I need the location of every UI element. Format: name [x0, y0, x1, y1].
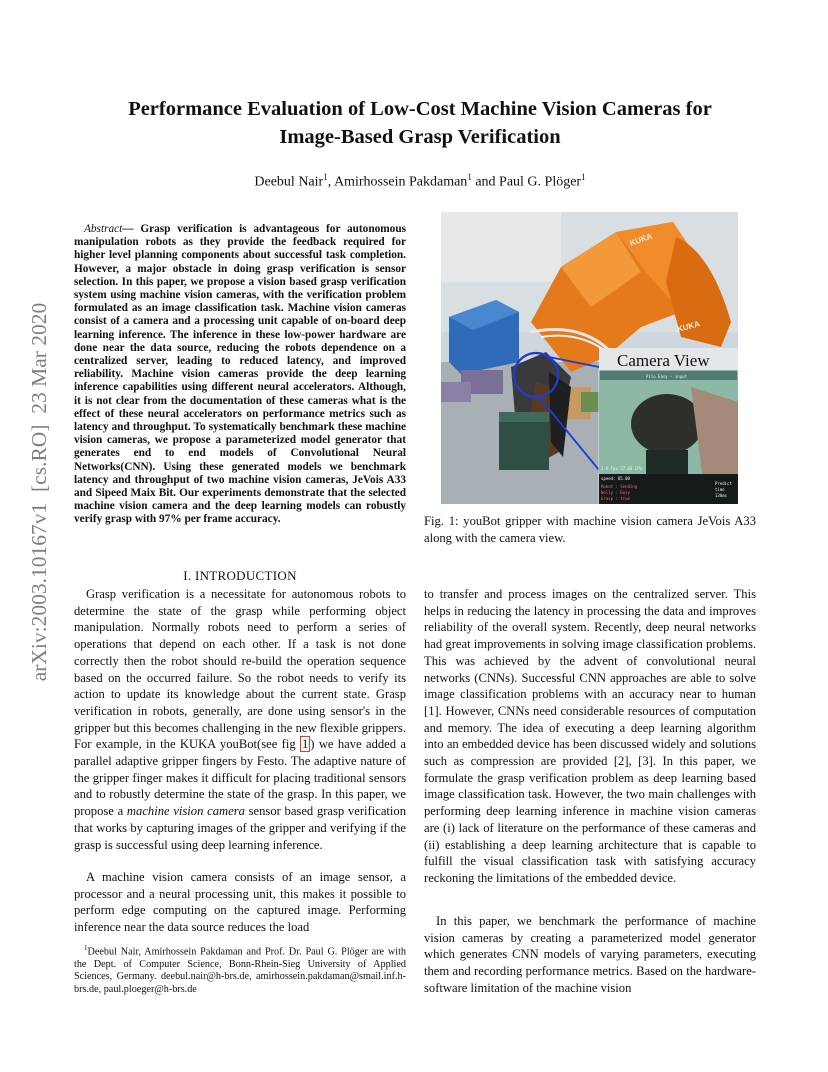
svg-text:time: time — [715, 487, 725, 492]
kuka-logo-text: KUKA — [676, 319, 701, 334]
intro-paragraph-right-1: to transfer and process images on the centralized server. This helps in reducing the latency in processing the data and improves reliability of the overall system. Recently, deep neural networks had great improvements in solving image classification problems. This was achieved by the advent of convolutional neural networks (CNNs). Successful CNN approaches are able to solve image classification problems with an accuracy near to human [1]. However, CNNs need considerable resources of computation and memory. The idea of executing a deep learning algorithm into an embedded device has been discussed widely and solutions such as compression are provided [2], [3]. In this paper, we formulate the grasp verification problem as deep learning based image classification task. However, the two main challenges with performing deep learning inference in machine vision cameras are (i) lack of literature on the performance of these cameras and (ii) establishing a deep learning architecture that is capable to fulfill the visual classification task with satisfying accuracy reckoning the limitations of the embedded device. — [424, 587, 756, 885]
intro-p1-text-a: Grasp verification is a necessitate for autonomous robots to determine the state of the grasp while performing object manipulation. Normally robots need to perform a series of operations that depend on each other. If a task is not done correctly then the robot should re-build the operation sequence based on the occurred failure. So the robot needs to verify its action to update its knowledge about the current state. Grasp verification in robots, generally, are done using sensor's in the gripper but this becomes challenging in the new flexible grippers. For example, in the KUKA youBot(see fig — [74, 587, 406, 752]
abstract-dash: — — [122, 223, 141, 235]
paper-title — [70, 95, 770, 151]
section-heading: I. INTRODUCTION — [183, 568, 297, 583]
author-separator: , — [327, 174, 334, 190]
intro-p1-text-c: sensor based grasp verification that works by capturing images of the gripper and verifying if the grasp is successful using deep learning inference. — [74, 804, 406, 852]
abstract — [74, 223, 406, 527]
svg-text:Nolly : Busy: Nolly : Busy — [601, 490, 630, 495]
author-name: Paul G. Plöger — [499, 174, 582, 190]
kuka-logo-text: KUKA — [628, 231, 654, 248]
svg-text:130ms: 130ms — [715, 493, 728, 498]
intro-p1-text-b: ) we have added a parallel adaptive gripper fingers by Festo. The adaptive nature of the gripper finger makes it difficult for placing traditional sensors and to robustly determine the state of the grasp. In this paper, we propose a — [74, 737, 406, 819]
svg-text:Predict: Predict — [715, 481, 732, 486]
title-line-1: Performance Evaluation of Low-Cost Machine Vision Cameras for — [128, 98, 712, 120]
title-line-2: Image-Based Grasp Verification — [279, 126, 561, 148]
arxiv-sidebar-stamp — [26, 282, 54, 702]
abstract-text: Grasp verification is advantageous for autonomous manipulation robots as they provide the feedback required for higher level planning components about successful task completion. However, a major obstacle in doing grasp verification is sensor selection. In this paper, we propose a vision based grasp verification system using machine vision cameras, with the verification problem formulated as an image classification task. Machine vision cameras consist of a camera and a processing unit capable of on-board deep learning inference. The inference in these low-power hardware are done near the data source, reducing the robots dependence on a centralized server, leading to reduced latency, and improved reliability. Machine vision cameras provide the deep learning inference capabilities using different neural accelerators. Although, it is not clear from the documentation of these cameras what is the effect of these neural accelerators on performance metrics such as latency and throughput. To systematically benchmark these machine vision cameras, we propose a parameterized model generator that generates end to end models of Convolutional Neural Networks(CNN). Using these generated models we benchmark latency and throughput of two machine vision cameras, JeVois A33 and Sipeed Maix Bit. Our experiments demonstrate that the selected machine vision camera and the deep learning models can robustly verify grasp with 97% per frame accuracy. — [74, 223, 406, 526]
svg-text:speed: 85.00: speed: 85.00 — [601, 476, 630, 481]
intro-paragraph-right-2: In this paper, we benchmark the performance of machine vision cameras by creating a parameterized model generator which generates CNN models of varying parameters, executing them and recording performance metrics. Based on the hardware-software limitation of the machine vision — [424, 914, 756, 995]
intro-paragraph-2: A machine vision camera consists of an image sensor, a processor and a neural processing unit, this makes it possible to perform edge computing on the captured image. Performing inference near the data source reduces the load — [74, 870, 406, 935]
author-list — [70, 172, 770, 191]
figure-caption: Fig. 1: youBot gripper with machine vision camera JeVois A33 along with the camera view. — [424, 514, 756, 545]
author-name: Deebul Nair — [254, 174, 324, 190]
author-separator: and — [471, 174, 500, 190]
svg-text:Robot : Sending: Robot : Sending — [601, 484, 638, 489]
figure-ref-link[interactable]: 1 — [301, 737, 309, 752]
arxiv-stamp-text: arXiv:2003.10167v1 [cs.RO] 23 Mar 2020 — [27, 302, 51, 682]
intro-p1-emphasis: machine vision camera — [126, 804, 245, 819]
author-affiliation-mark: 1 — [581, 172, 586, 182]
author-affiliation-mark: 1 — [467, 172, 472, 182]
figure-robot-gripper — [441, 212, 738, 504]
svg-text:Pilo Easy - input: Pilo Easy - input — [646, 374, 687, 379]
footnote — [74, 942, 406, 996]
author-name: Amirhossein Pakdaman — [333, 174, 468, 190]
intro-paragraph-1 — [74, 586, 406, 853]
camera-view-label: Camera View — [617, 351, 710, 370]
svg-text:2.9 fps 27.60 CPU: 2.9 fps 27.60 CPU — [601, 466, 642, 471]
author-affiliation-mark: 1 — [323, 172, 328, 182]
footnote-mark: 1 — [84, 944, 88, 952]
footnote-text: Deebul Nair, Amirhossein Pakdaman and Prof. Dr. Paul G. Plöger are with the Dept. of Computer Science, Bonn-Rhein-Sieg University of Applied Sciences, Germany. deebul.nair@h-brs.de, amirhossein.pakdaman@smail.inf.h-brs.de, paul.ploeger@h-brs.de — [74, 946, 406, 995]
abstract-label: Abstract — [84, 223, 123, 235]
svg-text:Grasp : true: Grasp : true — [601, 496, 630, 501]
